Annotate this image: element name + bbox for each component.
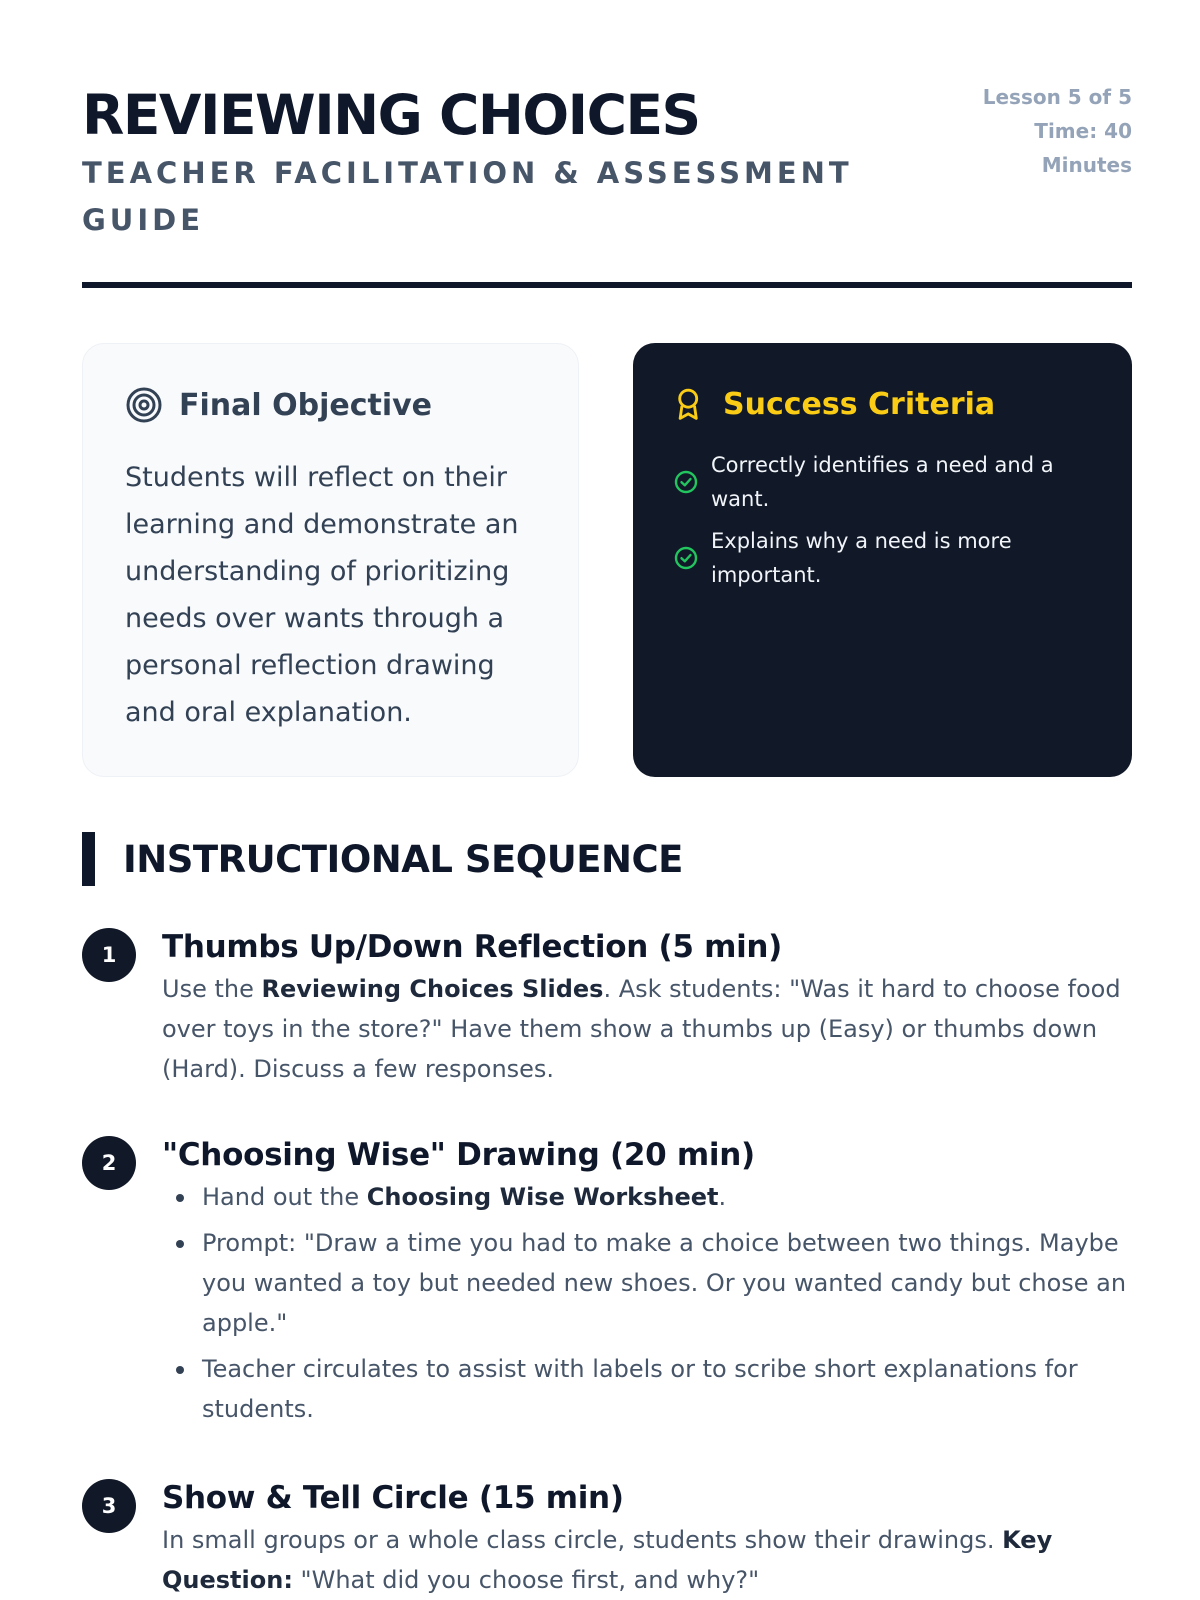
final-objective-title: Final Objective [179,387,433,423]
step-text-part: Use the [162,975,262,1003]
step-body [162,1133,1132,1435]
section-title: INSTRUCTIONAL SEQUENCE [123,837,683,881]
step-title: "Choosing Wise" Drawing (20 min) [162,1137,755,1173]
lesson-meta [952,80,1132,182]
final-objective-header [125,386,432,424]
step-text-part: In small groups or a whole class circle, students show their drawings. [162,1526,1003,1554]
step-text-part: "What did you choose first, and why?" [292,1566,760,1594]
bullet-text: Hand out the [202,1183,367,1211]
step-bullet-list [162,1177,1132,1429]
bullet-item: Teacher circulates to assist with labels or to scribe short explanations for students. [162,1349,1132,1429]
instructional-sequence-header [82,832,683,886]
step-number-badge: 1 [82,928,136,982]
criteria-item [673,448,1093,516]
criteria-text: Explains why a need is more important. [711,529,1012,587]
step-body [162,925,1132,1089]
step-number-badge: 3 [82,1479,136,1533]
step-body [162,1476,1132,1600]
document-page [82,0,1132,1594]
bullet-item: Prompt: "Draw a time you had to make a choice between two things. Maybe you wanted a toy but needed new shoes. Or you wanted candy but chose an apple." [162,1223,1132,1343]
lesson-time-unit: Minutes [1041,153,1132,177]
success-criteria-header [673,385,995,423]
step-text-bold: Reviewing Choices Slides [261,975,604,1003]
criteria-text: Correctly identifies a need and a want. [711,453,1054,511]
step-title: Thumbs Up/Down Reflection (5 min) [162,929,783,965]
success-criteria-card [633,343,1132,777]
step-text [162,1520,1132,1600]
objective-cards [82,343,1132,777]
step-text-bold: Key Question: [162,1526,1053,1594]
criteria-item [673,524,1093,592]
lesson-time: Time: 40 [1034,119,1132,143]
document-subtitle: TEACHER FACILITATION & ASSESSMENT GUIDE [82,156,853,237]
header-divider [82,282,1132,288]
step-text [162,969,1132,1089]
award-ribbon-icon [673,385,707,423]
final-objective-text: Students will reflect on their learning and demonstrate an understanding of prioritizing needs over wants through a personal reflection drawing and oral explanation. [125,462,519,728]
target-icon [125,386,163,424]
success-criteria-list [673,448,1093,600]
document-title: REVIEWING CHOICES [82,83,700,147]
final-objective-card [82,343,579,777]
check-circle-icon [673,545,699,571]
success-criteria-title: Success Criteria [723,386,996,422]
step-title: Show & Tell Circle (15 min) [162,1480,624,1516]
step-text-part: . Ask students: "Was it hard to choose food over toys in the store?" Have them show a thumbs up (Easy) or thumbs down (Hard). Discuss a few responses. [162,975,1121,1083]
bullet-text: . [718,1183,727,1211]
check-circle-icon [673,469,699,495]
step-number-badge: 2 [82,1136,136,1190]
lesson-number: Lesson 5 of 5 [982,85,1132,109]
document-header [82,0,1132,290]
bullet-item [162,1177,1132,1217]
bullet-bold: Choosing Wise Worksheet [366,1183,719,1211]
section-accent-bar [82,832,95,886]
